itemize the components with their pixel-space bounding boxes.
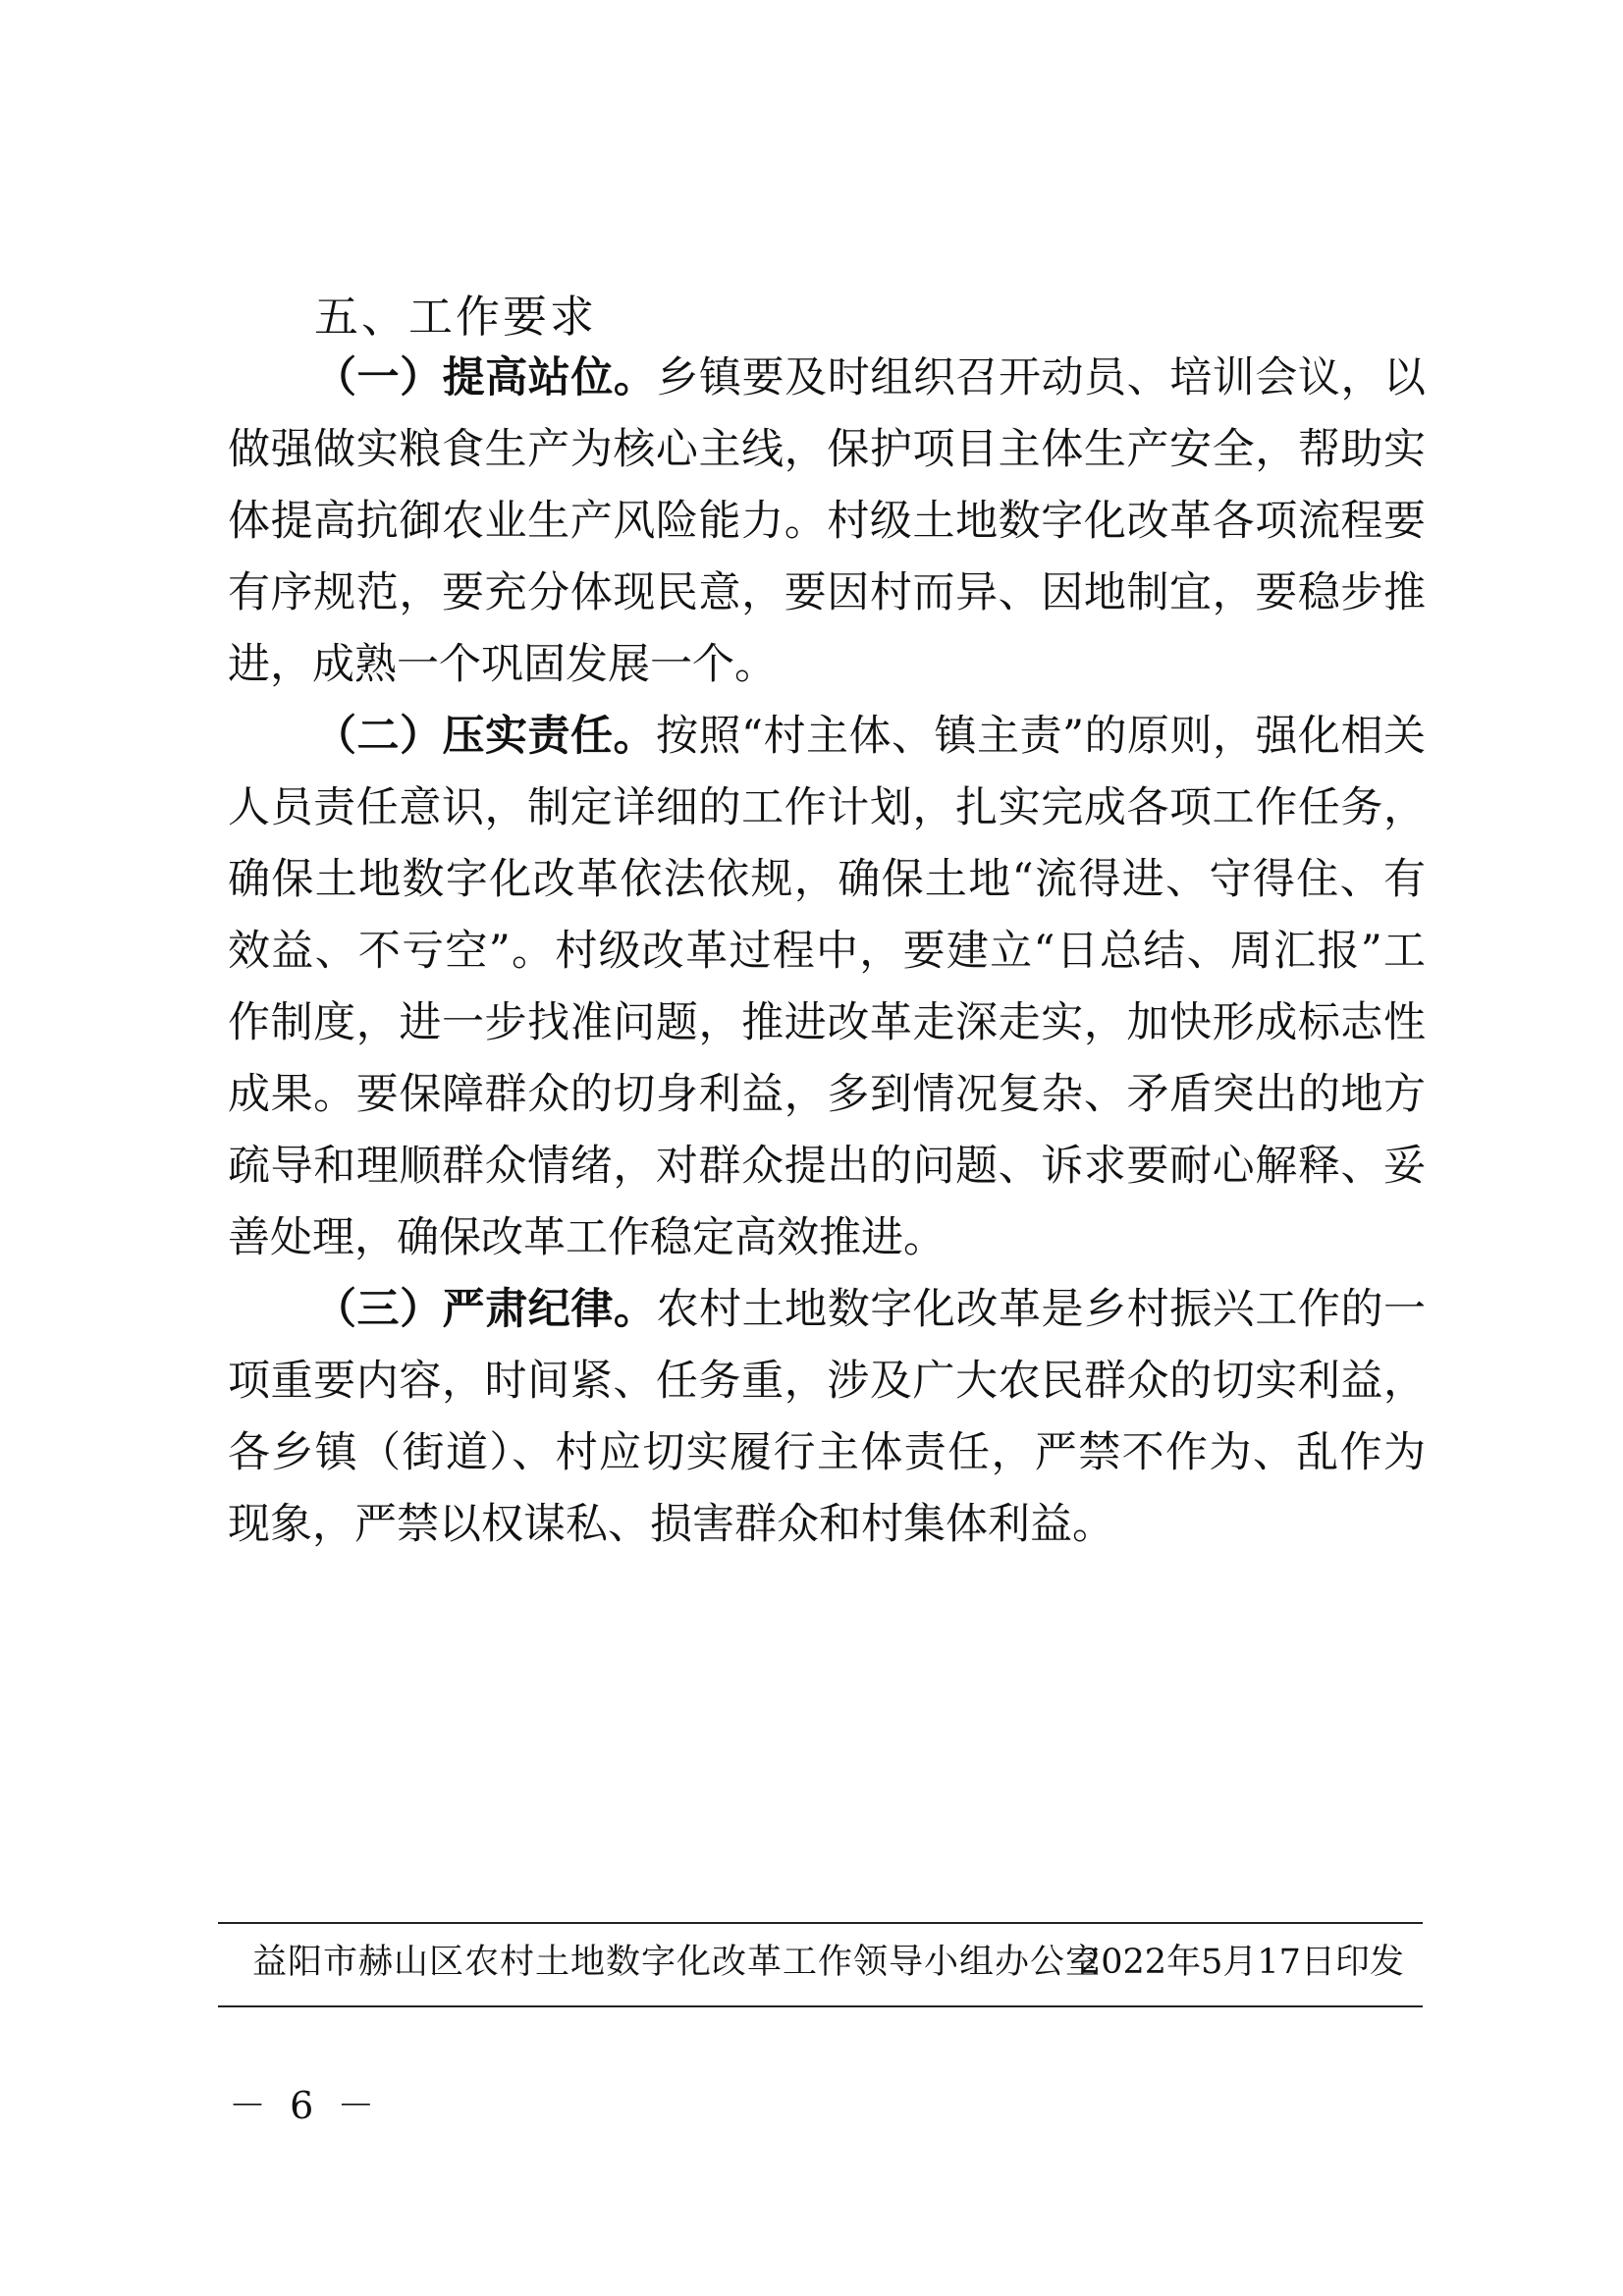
paragraph-text: 农村土地数字化改革是乡村振兴工作的一项重要内容，时间紧、任务重，涉及广大农民群众的切实利益，各乡镇（街道）、村应切实履行主体责任，严禁不作为、乱作为现象，严禁以权谋私、损害群众和村集体利益。 (228, 1285, 1427, 1549)
footer-bottom-rule (218, 2005, 1423, 2007)
footer-issuing-office: 益阳市赫山区农村土地数字化改革工作领导小组办公室 (252, 1943, 1102, 1982)
paragraph-lead: （三）严肃纪律。 (314, 1285, 657, 1334)
paragraph-discipline (228, 1274, 1426, 1561)
footer-top-rule (218, 1922, 1423, 1924)
paragraph-text: 按照“村主体、镇主责”的原则，强化相关人员责任意识，制定详细的工作计划，扎实完成各项工作任务，确保土地数字化改革依法依规，确保土地“流得进、守得住、有效益、不亏空”。村级改革过程中，要建立“日总结、周汇报”工作制度，进一步找准问题，推进改革走深走实，加快形成标志性成果。要保障群众的切身利益，多到情况复杂、矛盾突出的地方疏导和理顺群众情绪，对群众提出的问题、诉求要耐心解释、妥善处理，确保改革工作稳定高效推进。 (228, 712, 1427, 1262)
footer-issue-date: 2022年5月17日印发 (1079, 1943, 1404, 1982)
paragraph-lead: （一）提高站位。 (314, 353, 657, 402)
paragraph-text: 乡镇要及时组织召开动员、培训会议，以做强做实粮食生产为核心主线，保护项目主体生产安全，帮助实体提高抗御农业生产风险能力。村级土地数字化改革各项流程要有序规范，要充分体现民意，要因村而异、因地制宜，要稳步推进，成熟一个巩固发展一个。 (228, 353, 1427, 689)
paragraph-raise-standing (228, 343, 1426, 701)
page-number: － 6 － (229, 2084, 381, 2127)
section-heading: 五、工作要求 (314, 291, 598, 343)
paragraph-lead: （二）压实责任。 (314, 712, 657, 761)
paragraph-responsibility (228, 701, 1426, 1274)
document-body (228, 343, 1426, 1561)
